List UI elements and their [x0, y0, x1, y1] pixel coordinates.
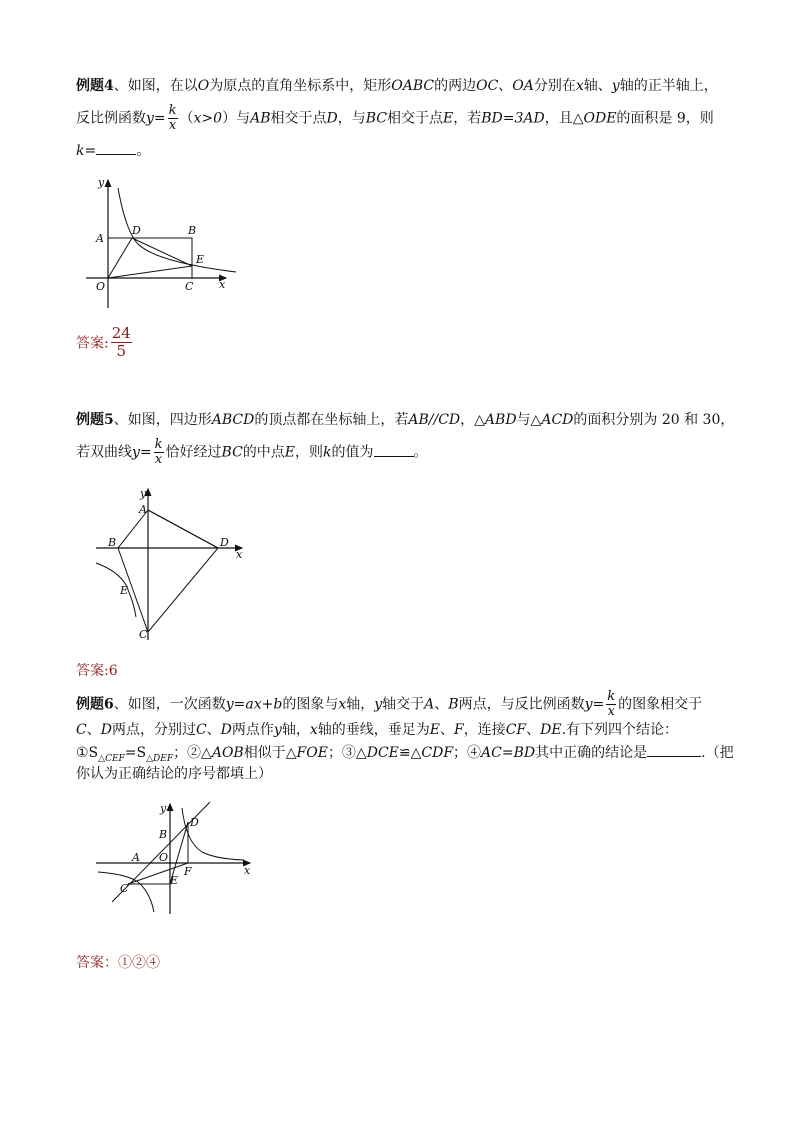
label-y: y: [98, 176, 105, 189]
ex6-text: 相似于△: [243, 745, 297, 761]
ex5-var: ABCD: [211, 412, 255, 428]
ex5-text: ，△: [460, 412, 485, 428]
ex6-line1: [76, 690, 702, 719]
ex4-text: ，且△: [544, 110, 584, 127]
label-y: y: [160, 802, 167, 815]
ex6-text: 轴交于: [382, 696, 425, 713]
ex4-var: x>0: [193, 110, 223, 127]
ex6-text: 轴的垂线，垂足为: [317, 722, 430, 738]
ex6-text: 、: [86, 722, 101, 738]
ex6-text: 、: [434, 696, 449, 713]
ex4-var: E: [442, 110, 454, 127]
ex6-subscript: △CEF: [98, 753, 125, 764]
ex4-text: 的两边: [434, 78, 477, 94]
fraction-numerator: k: [168, 103, 177, 118]
label-C: C: [139, 628, 148, 641]
fraction-denominator: x: [607, 704, 615, 719]
ex4-text: 、: [498, 78, 513, 94]
ex6-var: E: [429, 722, 440, 738]
ex6-text: 两点，分别过: [111, 722, 196, 738]
ex4-text: ，若: [453, 110, 482, 127]
label-F: F: [184, 865, 192, 878]
ex5-text: 与△: [516, 412, 542, 428]
fraction-numerator: 24: [111, 324, 131, 342]
ex4-var: x: [575, 78, 584, 94]
ex5-text: 。: [413, 444, 428, 461]
ex5-text: 的面积分别为 20 和 30，: [573, 412, 735, 428]
ex6-text: 、如图，一次函数: [113, 696, 226, 713]
label-A: A: [96, 232, 104, 245]
ex4-text: 、如图，在以: [113, 78, 198, 94]
ex5-answer: 答案:6: [76, 663, 118, 679]
ex5-label: 例题5: [76, 412, 114, 428]
ex4-line1: [76, 76, 718, 96]
ex5-figure: [90, 485, 260, 645]
label-x: x: [236, 548, 243, 561]
ex5-text: 的中点: [242, 444, 285, 461]
ex6-var: C: [195, 722, 207, 738]
ex5-var: E: [284, 444, 296, 461]
ex4-text: 轴的正半轴上，: [619, 78, 718, 94]
ex6-var: A: [424, 696, 435, 713]
ex4-var: AB: [250, 110, 271, 127]
ex6-text: 轴，: [346, 696, 375, 713]
ex4-var: BD=3AD: [481, 110, 545, 127]
label-x: x: [219, 278, 226, 291]
ex6-text: ①S: [76, 745, 99, 761]
ex4-text: （: [179, 110, 194, 127]
ex4-text: 轴、: [583, 78, 612, 94]
label-C: C: [120, 882, 129, 895]
fraction-denominator: x: [168, 118, 177, 133]
ex6-text: 其中正确的结论是: [535, 745, 648, 761]
ex6-var: DE: [540, 722, 562, 738]
ex5-text: 、如图，四边形: [113, 412, 212, 428]
ex5-line1: [76, 410, 734, 430]
ex5-text: 的值为: [331, 444, 374, 461]
ex4-var: y: [611, 78, 620, 94]
ex6-var: AC=BD: [481, 745, 536, 761]
ex4-text: 为原点的直角坐标系中，矩形: [209, 78, 392, 94]
label-E: E: [196, 253, 205, 266]
ex6-text: ；④: [453, 745, 482, 761]
ex6-text: 你认为正确结论的序号都填上）: [76, 766, 272, 782]
ex6-text: 的图象与: [282, 696, 339, 713]
ex6-answer: 答案：①②④: [76, 955, 160, 971]
ex5-var: y=: [132, 444, 152, 461]
ex4-text: ，与: [337, 110, 366, 127]
ex5-var: ABD: [484, 412, 517, 428]
ex6-text: .有下列四个结论：: [561, 722, 679, 738]
fraction-denominator: x: [154, 452, 163, 467]
ex6-var: y: [273, 722, 282, 738]
label-D: D: [220, 536, 229, 549]
ex4-var: D: [326, 110, 338, 127]
ex5-text: 恰好经过: [165, 444, 222, 461]
ex6-text: 的图象相交于: [618, 696, 703, 713]
label-E: E: [120, 584, 129, 597]
answer-blank[interactable]: [374, 442, 414, 457]
ex6-var: C: [76, 722, 87, 738]
ex4-var: O: [197, 78, 210, 94]
ex6-var: y=ax+b: [225, 696, 283, 713]
ex4-text: 反比例函数: [76, 110, 146, 127]
ex5-var: AB//CD: [408, 412, 461, 428]
ex6-text: ≌: [398, 745, 411, 761]
ex4-label: 例题4: [76, 78, 114, 94]
label-O: O: [159, 851, 169, 864]
label-D: D: [132, 224, 141, 237]
ex4-var: BC: [365, 110, 387, 127]
segment-CF: [128, 863, 188, 884]
segment-OD: [108, 238, 132, 278]
ex6-text: 、: [439, 722, 454, 738]
ex4-text: ）与: [222, 110, 251, 127]
ex4-answer: [76, 325, 134, 360]
ex6-text: 、: [526, 722, 541, 738]
ex6-var: B: [448, 696, 459, 713]
ex4-var: OABC: [391, 78, 435, 94]
fraction-denominator: 5: [116, 342, 127, 360]
ex6-var: D: [100, 722, 112, 738]
label-y: y: [140, 487, 147, 500]
segment-DE: [132, 238, 192, 266]
ex4-text: 分别在: [533, 78, 576, 94]
ex6-var: y=: [584, 696, 605, 713]
ex6-text: 两点作: [231, 722, 274, 738]
ex6-text: ，连接: [463, 722, 506, 738]
quadrilateral-ABCD: [118, 510, 218, 632]
label-B: B: [159, 828, 168, 841]
ex4-var: k=: [76, 143, 97, 159]
ex6-var: DCE: [366, 745, 399, 761]
ex5-line2: [76, 438, 428, 467]
answer-label: 答案:: [76, 335, 109, 352]
fraction-numerator: k: [154, 437, 163, 452]
ex6-fraction: [606, 690, 616, 719]
ex6-var: FOE: [296, 745, 328, 761]
ex6-text: ；②△: [173, 745, 212, 761]
ex5-fraction: [154, 438, 164, 467]
ex6-var: CDF: [421, 745, 454, 761]
ex4-text: 。: [136, 143, 151, 159]
ex6-var: x: [309, 722, 318, 738]
ex4-text: 相交于点: [386, 110, 443, 127]
ex4-var: y=: [146, 110, 166, 127]
label-E: E: [170, 874, 179, 887]
ex6-text: △: [410, 745, 422, 761]
answer-blank[interactable]: [647, 742, 701, 757]
answer-fraction: [111, 325, 132, 360]
ex5-text: ，则: [295, 444, 324, 461]
ex5-var: ACD: [541, 412, 574, 428]
segment-OE: [108, 266, 192, 278]
ex6-figure: [92, 800, 262, 930]
ex6-text: .（把: [701, 745, 734, 761]
ex4-line3: [76, 140, 150, 161]
ex4-figure: [86, 170, 246, 320]
ex5-var: k: [323, 444, 332, 461]
ex4-line2: [76, 104, 714, 133]
ex6-text: 轴，: [281, 722, 310, 738]
ex6-line2: [76, 720, 678, 740]
ex5-var: BC: [221, 444, 243, 461]
ex6-text: =S: [124, 745, 147, 761]
label-B: B: [188, 224, 197, 237]
ex4-text: 相交于点: [270, 110, 327, 127]
ex6-line4: [76, 764, 272, 784]
ex5-text: 的顶点都在坐标轴上，若: [254, 412, 409, 428]
ex6-label: 例题6: [76, 696, 114, 713]
label-B: B: [108, 536, 117, 549]
hyperbola-curve: [96, 563, 136, 617]
label-A: A: [139, 503, 147, 516]
label-O: O: [96, 280, 106, 293]
ex6-var: F: [453, 722, 464, 738]
label-C: C: [185, 280, 194, 293]
ex4-var: OA: [512, 78, 534, 94]
diagonal-AD: [148, 510, 218, 548]
ex6-var: AOB: [211, 745, 244, 761]
ex6-var: D: [220, 722, 232, 738]
ex4-text: 的面积是 9，则: [616, 110, 714, 127]
ex6-var: y: [374, 696, 383, 713]
ex6-subscript: △DEF: [146, 753, 174, 764]
ex4-var: ODE: [583, 110, 617, 127]
ex4-var: OC: [476, 78, 499, 94]
ex6-text: 两点，与反比例函数: [458, 696, 585, 713]
label-D: D: [190, 816, 199, 829]
ex6-text: 、: [206, 722, 221, 738]
answer-blank[interactable]: [96, 140, 136, 155]
fraction-numerator: k: [607, 689, 616, 704]
label-A: A: [132, 851, 140, 864]
ex5-text: 若双曲线: [76, 444, 132, 461]
ex6-text: ；③△: [327, 745, 367, 761]
label-x: x: [244, 864, 251, 877]
ex6-var: CF: [505, 722, 527, 738]
ex4-fraction: [168, 104, 178, 133]
ex6-var: x: [338, 696, 347, 713]
